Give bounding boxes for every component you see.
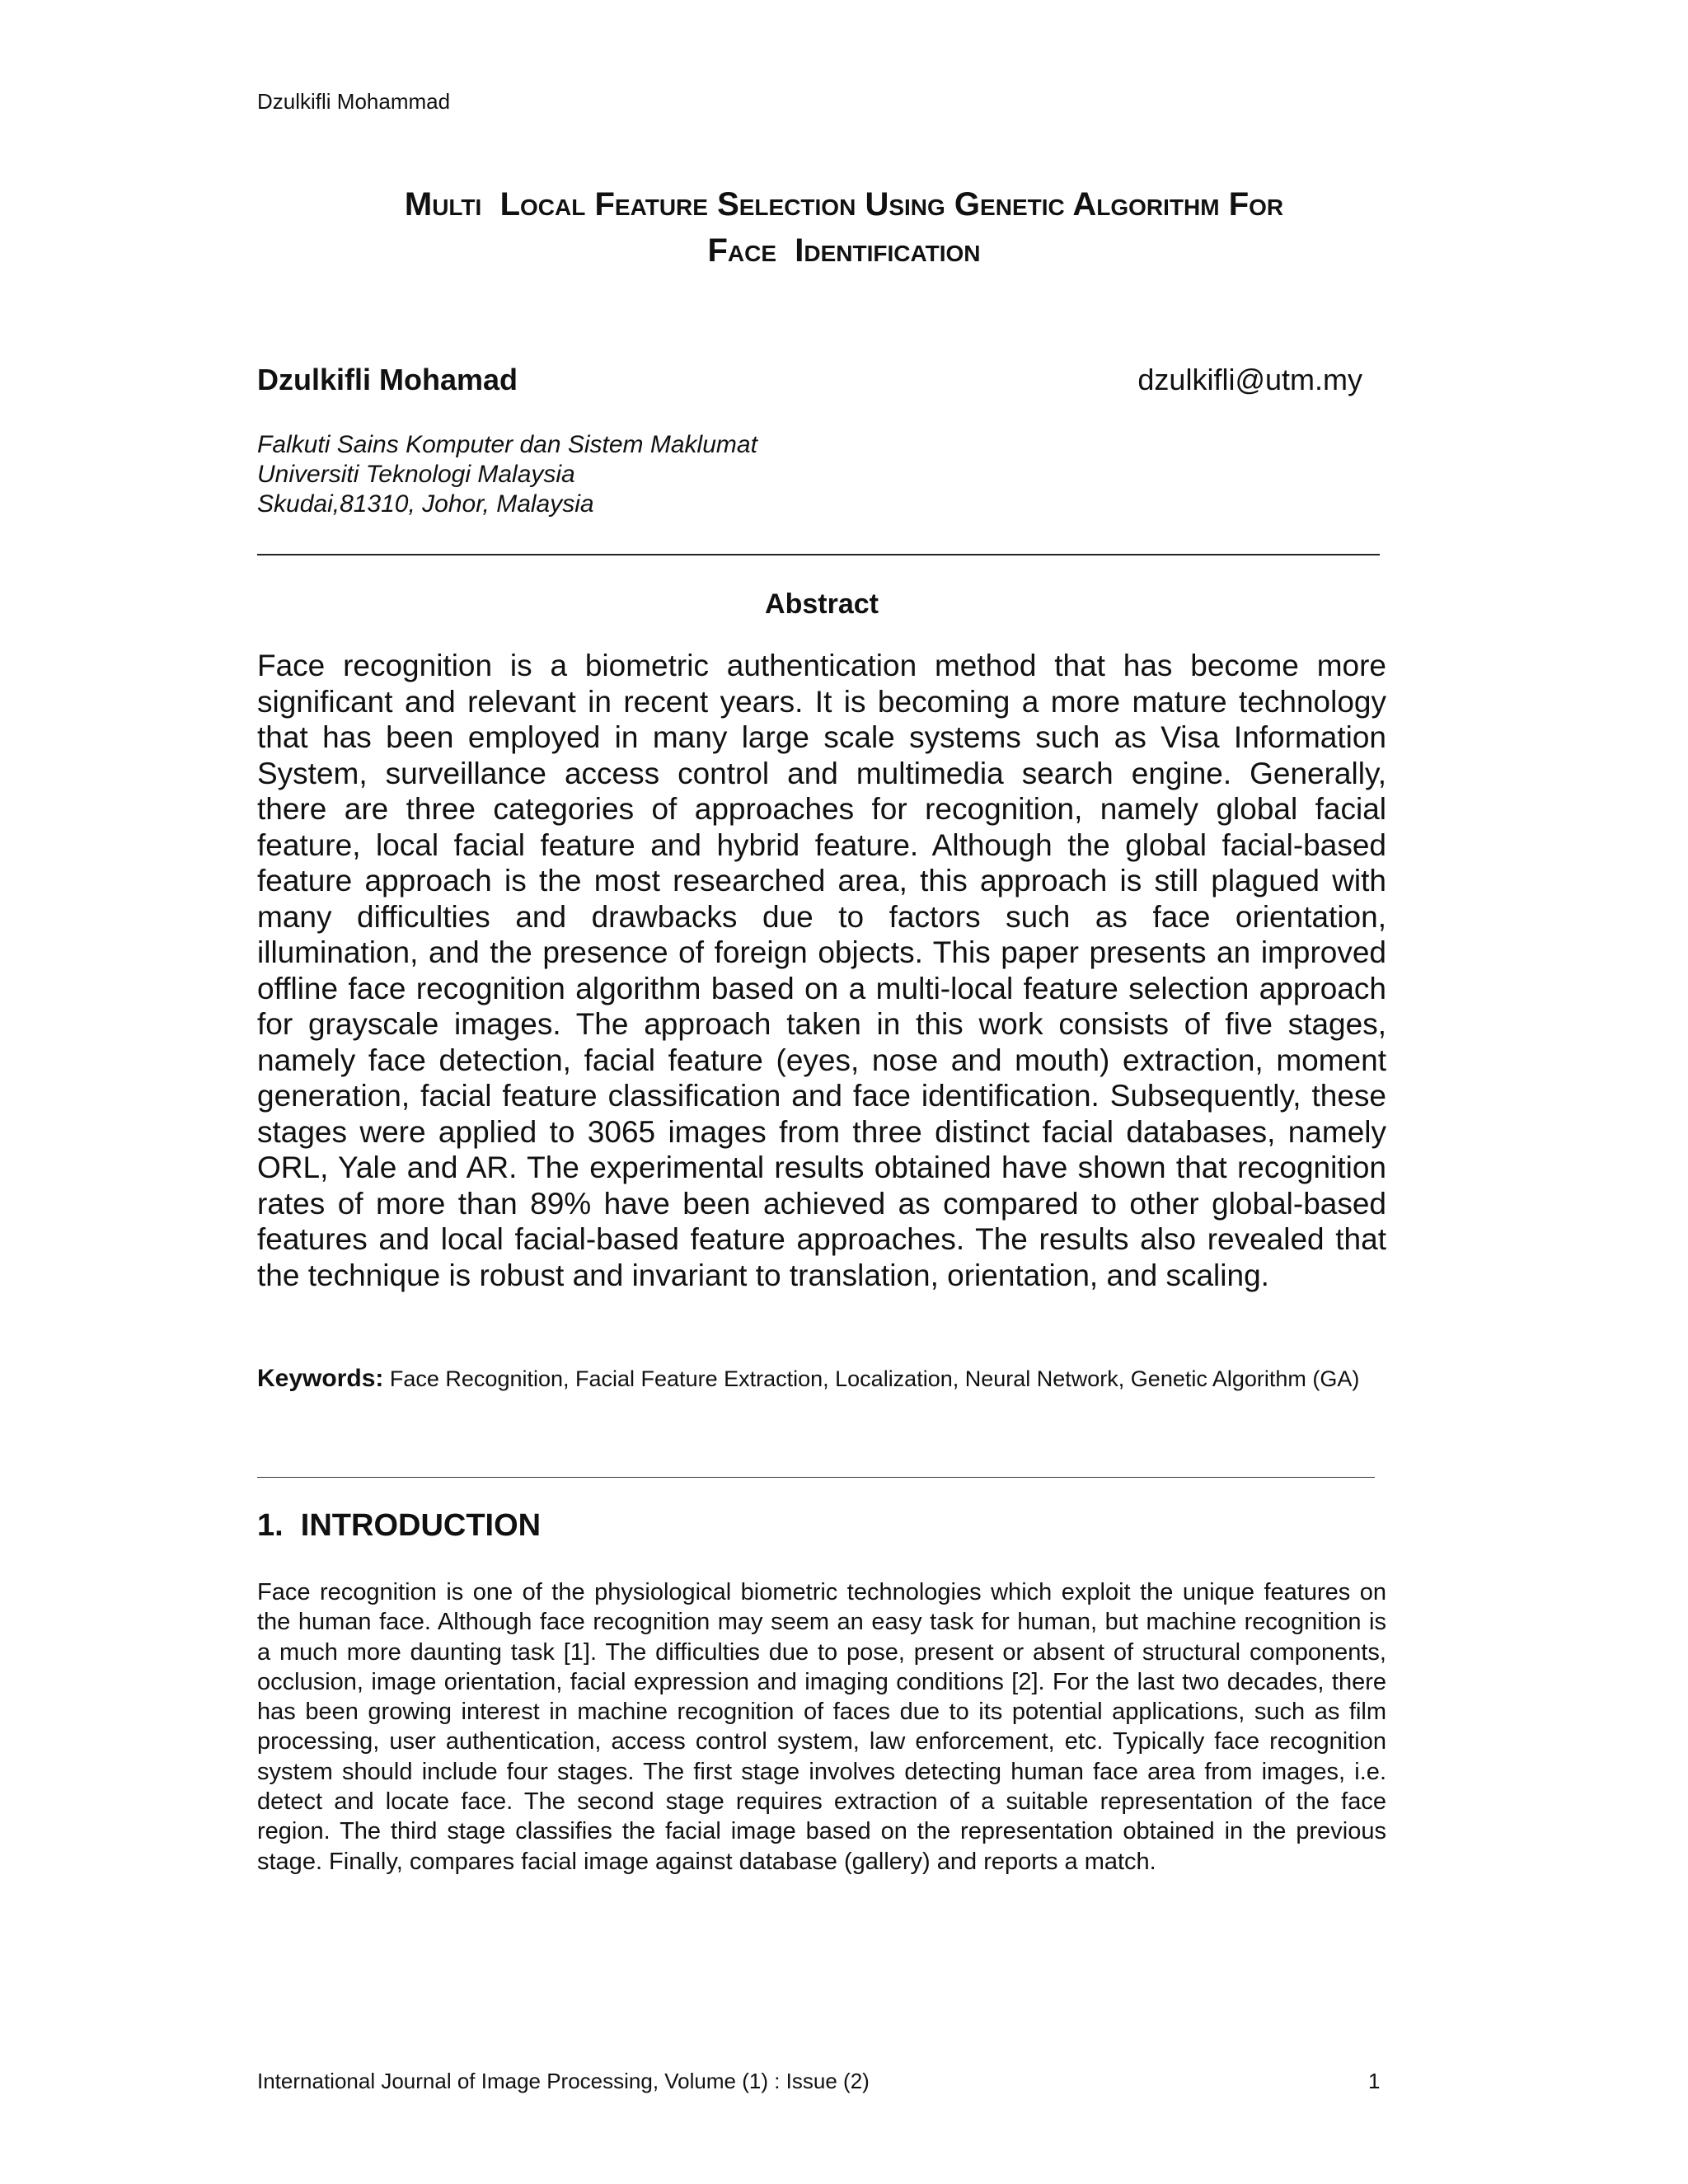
affiliation-line: Skudai,81310, Johor, Malaysia <box>257 490 594 518</box>
introduction-body: Face recognition is one of the physiological biometric technologies which exploit the unique features on the human face. Although face recognition may seem an easy task for human, but machine recognition is a much more daunting task [1]. The difficulties due to pose, present or absent of structural components, occlusion, image orientation, facial expression and imaging conditions [2]. For the last two decades, there has been growing interest in machine recognition of faces due to its potential applications, such as film processing, user authentication, access control system, law enforcement, etc. Typically face recognition system should include four stages. The first stage involves detecting human face area from images, i.e. detect and locate face. The second stage requires extraction of a suitable representation of the face region. The third stage classifies the facial image based on the representation obtained in the previous stage. Finally, compares facial image against database (gallery) and reports a match. <box>257 1579 1386 1875</box>
title-word-initial: F <box>594 186 615 223</box>
title-word-rest: enetic <box>980 186 1065 223</box>
title-word-rest: election <box>738 186 856 223</box>
page-number: 1 <box>1368 2069 1381 2093</box>
title-word-initial: F <box>1228 186 1250 223</box>
title-word-rest: ocal <box>520 186 586 223</box>
title-word <box>717 186 856 223</box>
title-line-2 <box>257 227 1431 274</box>
affiliation-line: Falkuti Sains Komputer dan Sistem Maklumat <box>257 431 757 458</box>
footer-journal: International Journal of Image Processing, Volume (1) : Issue (2) <box>257 2069 870 2093</box>
title-word-initial: I <box>795 232 804 269</box>
paper-title <box>257 181 1431 274</box>
title-word-rest: sing <box>889 186 945 223</box>
affiliation-line: Universiti Teknologi Malaysia <box>257 461 575 488</box>
title-word-initial: G <box>954 186 981 223</box>
title-line-1 <box>257 181 1431 227</box>
author-email[interactable]: dzulkifli@utm.my <box>1137 363 1362 396</box>
running-head: Dzulkifli Mohammad <box>257 89 451 114</box>
author-affiliation <box>257 430 757 519</box>
title-word-rest: ace <box>727 232 777 269</box>
title-word <box>865 186 945 223</box>
title-word <box>795 232 980 269</box>
abstract-divider <box>257 1477 1375 1478</box>
title-word <box>405 186 481 223</box>
title-word <box>1229 186 1283 223</box>
title-word <box>1072 186 1219 223</box>
title-word-initial: U <box>865 186 889 223</box>
title-word-initial: M <box>404 186 433 223</box>
header-divider <box>257 554 1380 555</box>
title-word-rest: ulti <box>432 186 482 223</box>
author-name: Dzulkifli Mohamad <box>257 363 518 396</box>
keywords-label: Keywords: <box>257 1365 384 1392</box>
title-word-rest: lgorithm <box>1096 186 1220 223</box>
title-word <box>707 232 776 269</box>
title-word-initial: A <box>1072 186 1097 223</box>
title-word-initial: S <box>717 186 739 223</box>
abstract-heading: Abstract <box>765 588 879 620</box>
title-word <box>500 186 586 223</box>
keywords <box>257 1365 1386 1393</box>
title-word-rest: or <box>1249 186 1284 223</box>
keywords-list: Face Recognition, Facial Feature Extraction, Localization, Neural Network, Genetic Algorithm (GA) <box>389 1366 1360 1391</box>
abstract-body: Face recognition is a biometric authentication method that has become more significant and relevant in recent years. It is becoming a more mature technology that has been employed in many large scale systems such as Visa Information System, surveillance access control and multimedia search engine. Generally, there are three categories of approaches for recognition, namely global facial feature, local facial feature and hybrid feature. Although the global facial-based feature approach is the most researched area, this approach is still plagued with many difficulties and drawbacks due to factors such as face orientation, illumination, and the presence of foreign objects. This paper presents an improved offline face recognition algorithm based on a multi-local feature selection approach for grayscale images. The approach taken in this work consists of five stages, namely face detection, facial feature (eyes, nose and mouth) extraction, moment generation, facial feature classification and face identification. Subsequently, these stages were applied to 3065 images from three distinct facial databases, namely ORL, Yale and AR. The experimental results obtained have shown that recognition rates of more than 89% have been achieved as compared to other global-based features and local facial-based feature approaches. The results also revealed that the technique is robust and invariant to translation, orientation, and scaling. <box>257 649 1386 1292</box>
title-word-initial: F <box>707 232 728 269</box>
title-word <box>594 186 707 223</box>
title-word-initial: L <box>499 186 520 223</box>
title-word-rest: dentification <box>804 232 981 269</box>
section-heading-introduction: 1. INTRODUCTION <box>257 1508 542 1543</box>
title-word-rest: eature <box>614 186 708 223</box>
title-word <box>954 186 1065 223</box>
